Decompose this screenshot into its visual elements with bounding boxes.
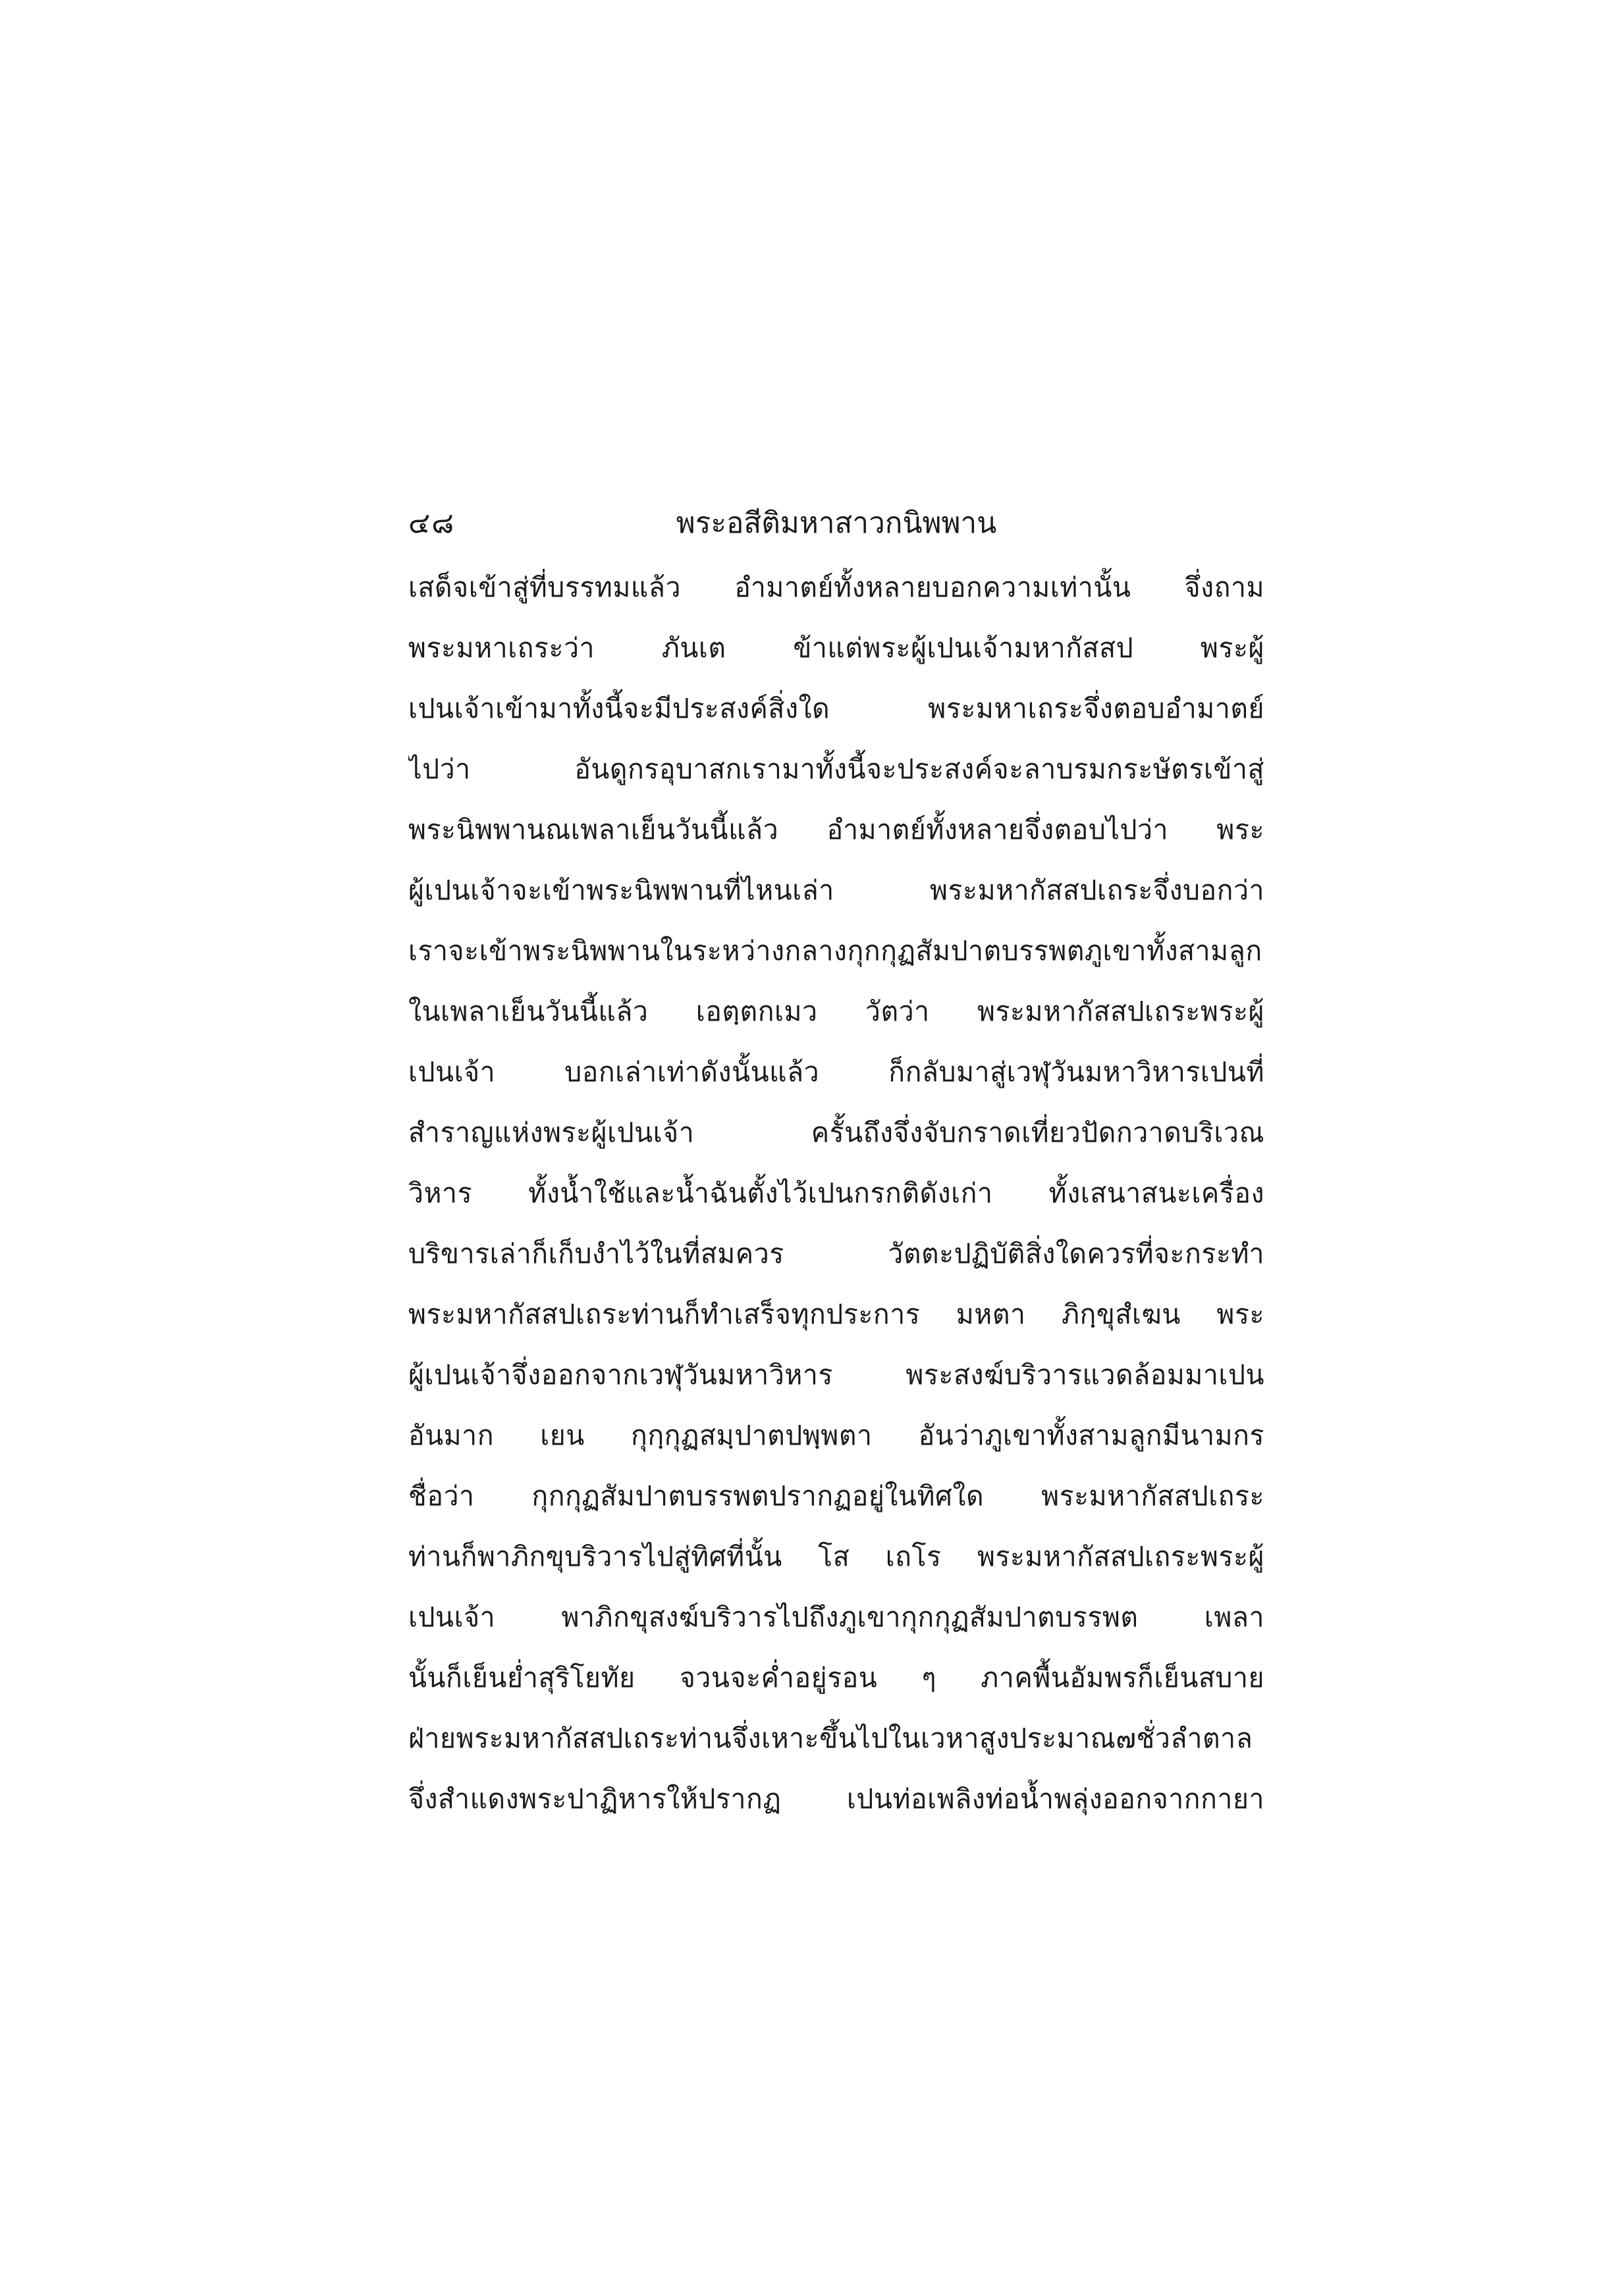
text-line: พระมหาเถระว่า ภันเต ข้าแต่พระผู้เปนเจ้ามหากัสสป พระผู้ [408, 632, 1264, 664]
text-line: เปนเจ้า บอกเล่าเท่าดังนั้นแล้ว ก็กลับมาสู่เวฬุวันมหาวิหารเปนที่ [408, 1056, 1264, 1088]
text-line: พระมหากัสสปเถระท่านก็ทำเสร็จทุกประการ มหตา ภิกฺขุสํเฆน พระ [408, 1298, 1264, 1330]
text-line: บริขารเล่าก็เก็บงำไว้ในที่สมควร วัตตะปฏิบัติสิ่งใดควรที่จะกระทำ [408, 1238, 1264, 1269]
text-line: ผู้เปนเจ้าจึ่งออกจากเวฬุวันมหาวิหาร พระสงฆ์บริวารแวดล้อมมาเปน [408, 1359, 1264, 1391]
text-line: วิหาร ทั้งน้ำใช้และน้ำฉันตั้งไว้เปนกรกติดังเก่า ทั้งเสนาสนะเครื่อง [408, 1177, 1264, 1209]
running-title: พระอสีติมหาสาวกนิพพาน [676, 506, 997, 540]
text-line: อันมาก เยน กุกฺกุฏสมฺปาตปพฺพตา อันว่าภูเขาทั้งสามลูกมีนามกร [408, 1420, 1264, 1451]
text-line: พระนิพพานณเพลาเย็นวันนี้แล้ว อำมาตย์ทั้งหลายจึ่งตอบไปว่า พระ [408, 814, 1264, 845]
text-line: เราจะเข้าพระนิพพานในระหว่างกลางกุกกุฏสัมปาตบรรพตภูเขาทั้งสามลูก [408, 935, 1262, 967]
text-line: ผู้เปนเจ้าจะเข้าพระนิพพานที่ไหนเล่า พระมหากัสสปเถระจึ่งบอกว่า [408, 874, 1264, 906]
text-line: เปนเจ้า พาภิกขุสงฆ์บริวารไปถึงภูเขากุกกุฏสัมปาตบรรพต เพลา [408, 1601, 1264, 1633]
body-text [408, 557, 1264, 1829]
text-line: เสด็จเข้าสู่ที่บรรทมแล้ว อำมาตย์ทั้งหลายบอกความเท่านั้น จึ่งถาม [408, 572, 1264, 603]
text-line: สำราญแห่งพระผู้เปนเจ้า ครั้นถึงจึ่งจับกราดเที่ยวปัดกวาดบริเวณ [408, 1117, 1264, 1148]
text-line: ชื่อว่า กุกกุฏสัมปาตบรรพตปรากฏอยู่ในทิศใด พระมหากัสสปเถระ [408, 1480, 1264, 1512]
text-line: จึ่งสำแดงพระปาฏิหารให้ปรากฏ เปนท่อเพลิงท่อน้ำพลุ่งออกจากกายา [408, 1783, 1264, 1815]
page-number: ๔๘ [408, 506, 456, 540]
page-header [408, 500, 1264, 547]
text-line: ในเพลาเย็นวันนี้แล้ว เอตฺตกเมว วัตว่า พระมหากัสสปเถระพระผู้ [408, 996, 1264, 1027]
text-line: ไปว่า อันดูกรอุบาสกเรามาทั้งนี้จะประสงค์จะลาบรมกระษัตรเข้าสู่ [408, 753, 1264, 785]
text-line: เปนเจ้าเข้ามาทั้งนี้จะมีประสงค์สิ่งใด พระมหาเถระจึ่งตอบอำมาตย์ [408, 693, 1264, 724]
text-line: นั้นก็เย็นย่ำสุริโยทัย จวนจะค่ำอยู่รอน ๆ ภาคพื้นอัมพรก็เย็นสบาย [408, 1662, 1264, 1694]
text-line: ท่านก็พาภิกขุบริวารไปสู่ทิศที่นั้น โส เถโร พระมหากัสสปเถระพระผู้ [408, 1541, 1264, 1572]
text-line: ฝ่ายพระมหากัสสปเถระท่านจึ่งเหาะขึ้นไปในเวหาสูงประมาณ๗ชั่วลำตาล [408, 1722, 1253, 1754]
